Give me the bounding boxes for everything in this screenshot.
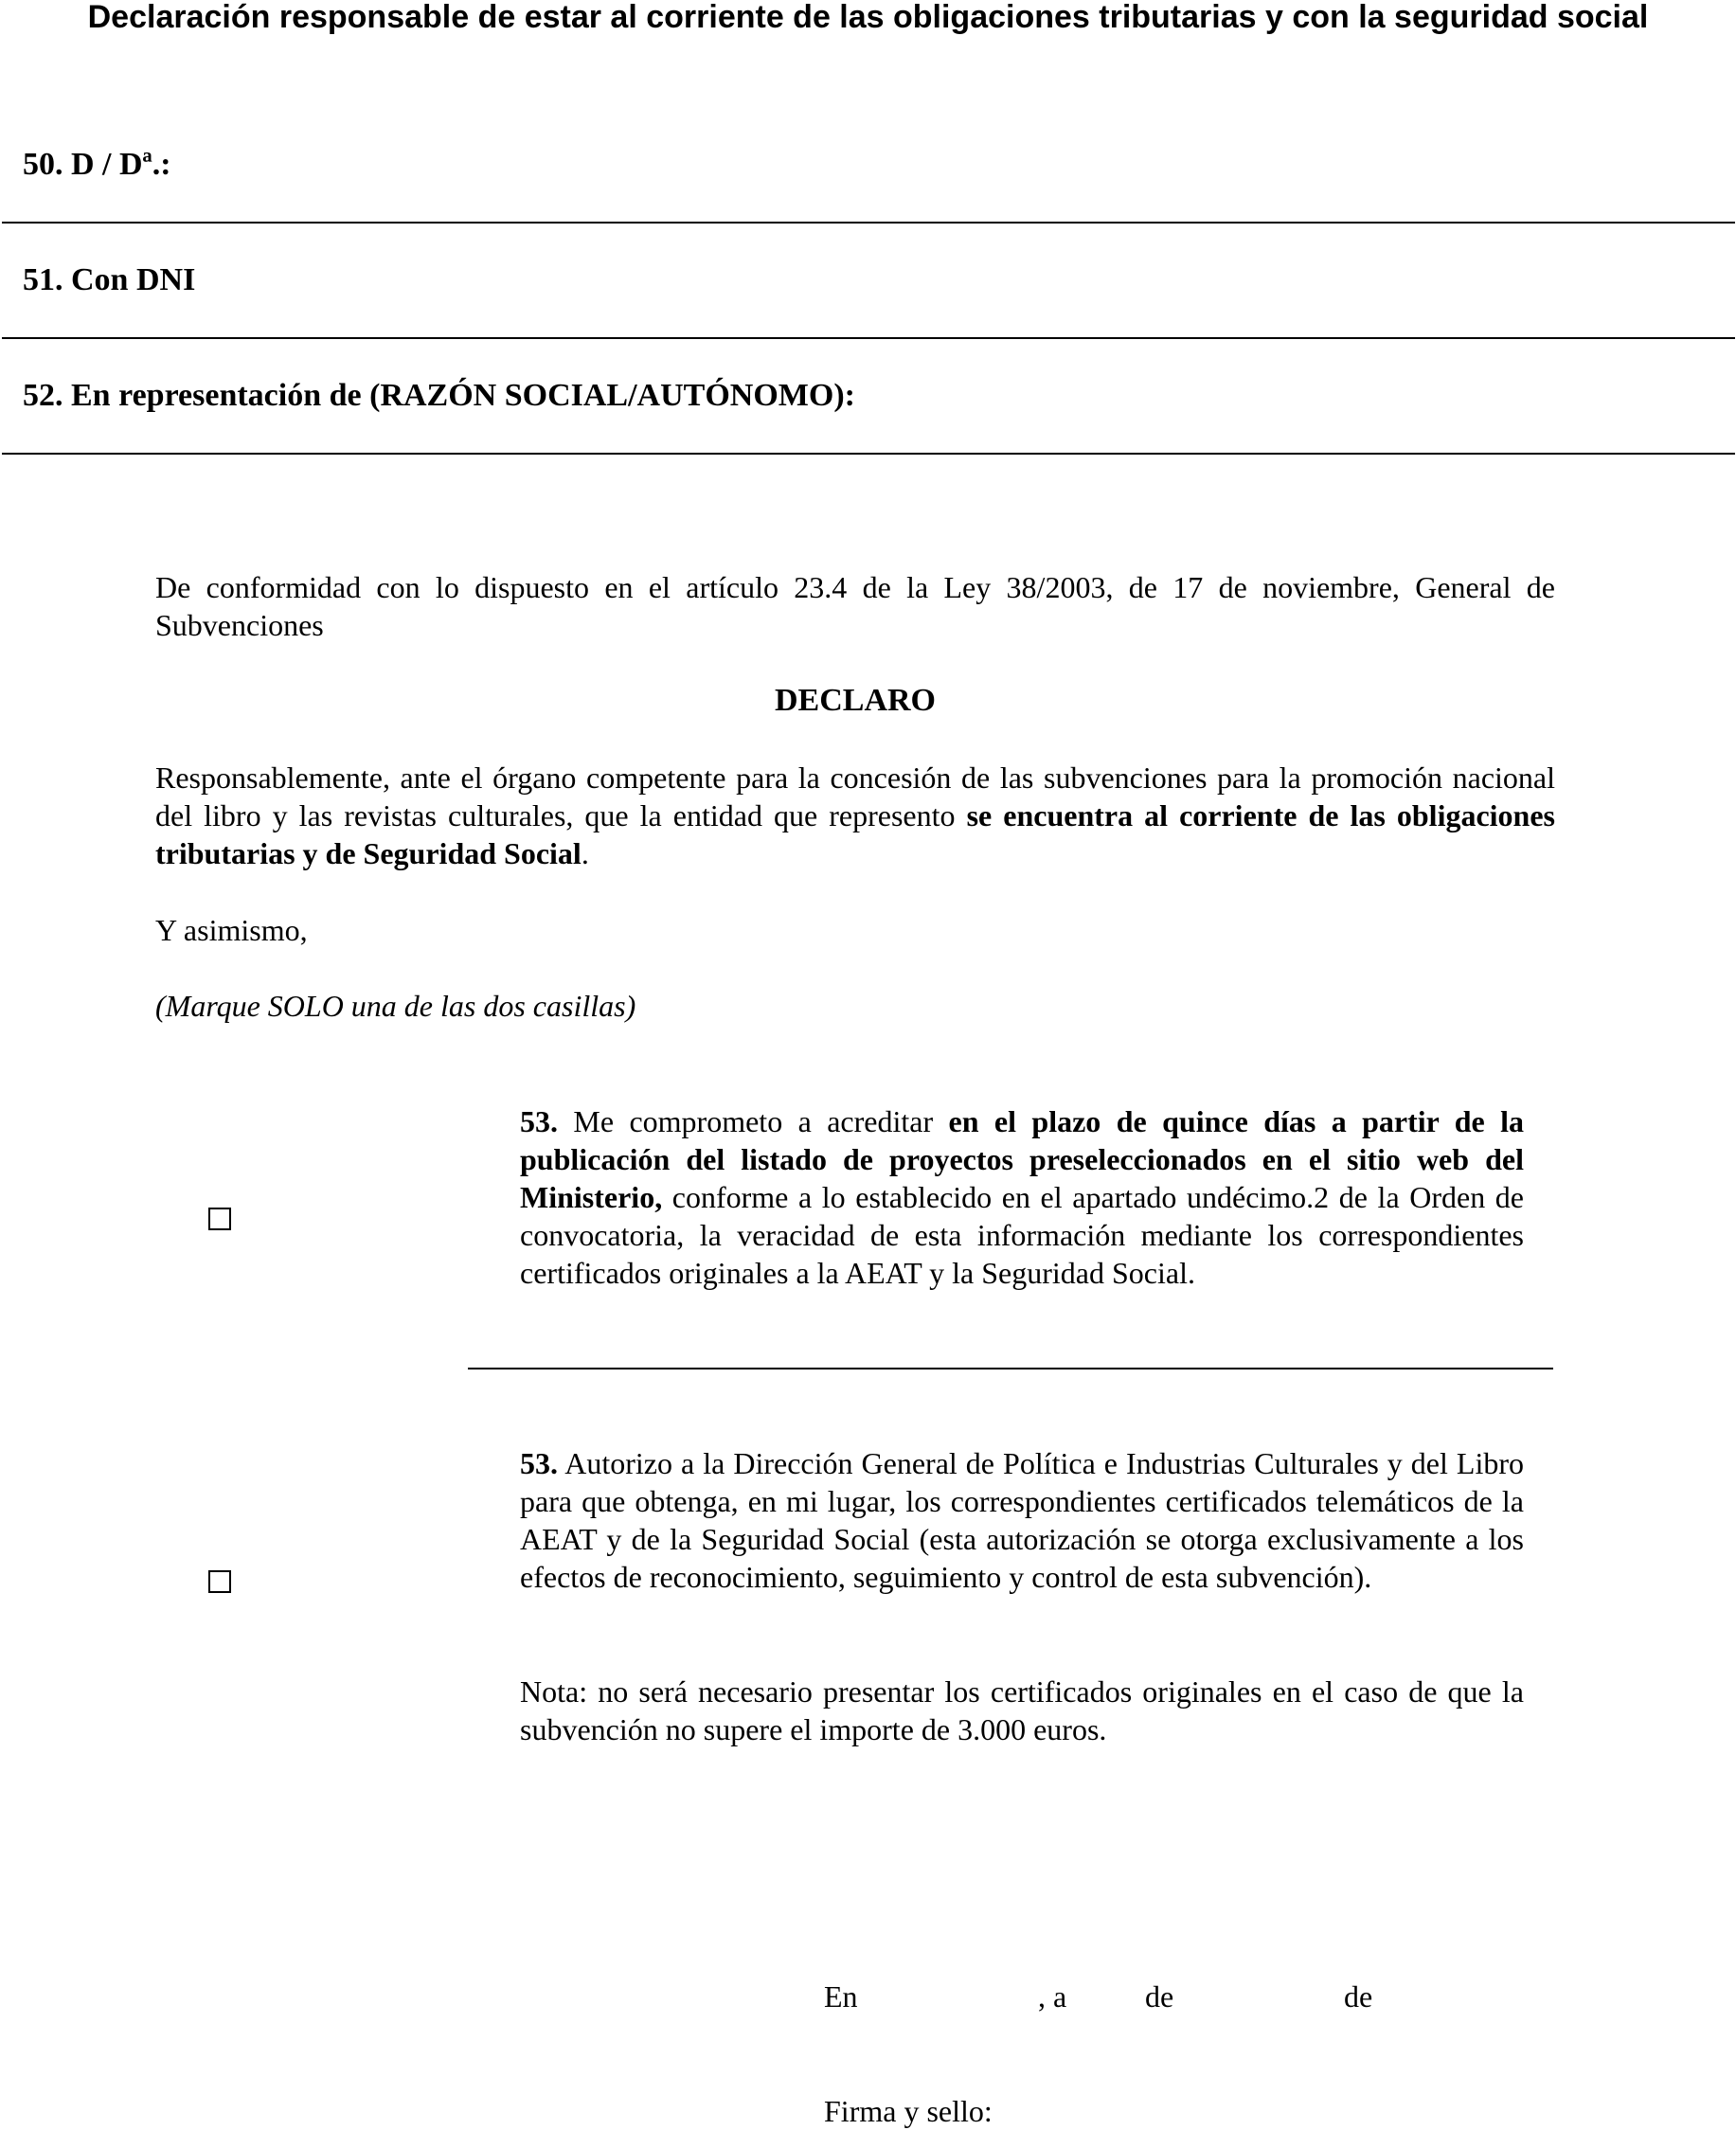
signature-date-month-label: de xyxy=(1145,1979,1174,2014)
option-b-text-body: Autorizo a la Dirección General de Política e Industrias Culturales y del Libro para que obtenga, en mi lugar, los correspondientes certificados telemáticos de la AEAT y de la Seguridad Social (esta autorización se otorga exclusivamente a los efectos de reconocimiento, seguimiento y control de esta subvención). xyxy=(520,1446,1524,1594)
option-a-text xyxy=(520,1102,1524,1292)
name-field-line xyxy=(2,222,1735,224)
document-title: Declaración responsable de estar al corriente de las obligaciones tributarias y con la seguridad social xyxy=(87,0,1649,35)
dni-field-label: 51. Con DNI xyxy=(23,262,196,297)
signature-date-year-label: de xyxy=(1344,1979,1373,2014)
instruction-text: (Marque SOLO una de las dos casillas) xyxy=(155,989,636,1023)
dni-field-line xyxy=(2,337,1735,339)
option-b-checkbox[interactable] xyxy=(208,1570,231,1593)
representation-field-line xyxy=(2,453,1735,455)
option-b-text xyxy=(520,1444,1524,1596)
option-a-checkbox[interactable] xyxy=(208,1208,231,1230)
options-divider xyxy=(468,1368,1553,1369)
declaration-paragraph xyxy=(155,759,1555,872)
declaro-heading: DECLARO xyxy=(774,683,937,718)
representation-field-label: 52. En representación de (RAZÓN SOCIAL/AUTÓNOMO): xyxy=(23,378,855,413)
declaration-end: . xyxy=(581,836,589,870)
declaration-bold-text: se encuentra al corriente de las obligaciones tributarias y de Seguridad Social xyxy=(155,798,1556,870)
option-a-number: 53. xyxy=(520,1104,558,1138)
intro-paragraph: De conformidad con lo dispuesto en el artículo 23.4 de la Ley 38/2003, de 17 de noviembre, General de Subvenciones xyxy=(155,570,1555,642)
signature-seal-label: Firma y sello: xyxy=(824,2094,993,2128)
option-b-number: 53. xyxy=(520,1446,558,1480)
declaration-text: Responsablemente, ante el órgano competente para la concesión de las subvenciones para la promoción nacional del libro y las revistas culturales, que la entidad que represento xyxy=(155,761,1555,832)
option-b-note: Nota: no será necesario presentar los certificados originales en el caso de que la subvención no supere el importe de 3.000 euros. xyxy=(520,1674,1524,1746)
name-field-label: 50. D / Dª.: xyxy=(23,147,171,182)
option-a-text-start: Me comprometo a acreditar xyxy=(558,1104,949,1138)
signature-date-day-label: , a xyxy=(1038,1979,1067,2014)
option-a-text-end: conforme a lo establecido en el apartado undécimo.2 de la Orden de convocatoria, la veracidad de esta información mediante los correspondientes certificados originales a la AEAT y la Seguridad Social. xyxy=(520,1180,1524,1290)
option-a-bold-text: en el plazo de quince días a partir de la publicación del listado de proyectos preseleccionados en el sitio web del Ministerio, xyxy=(520,1104,1525,1214)
signature-place-label: En xyxy=(824,1979,858,2014)
asimismo-text: Y asimismo, xyxy=(155,913,308,947)
